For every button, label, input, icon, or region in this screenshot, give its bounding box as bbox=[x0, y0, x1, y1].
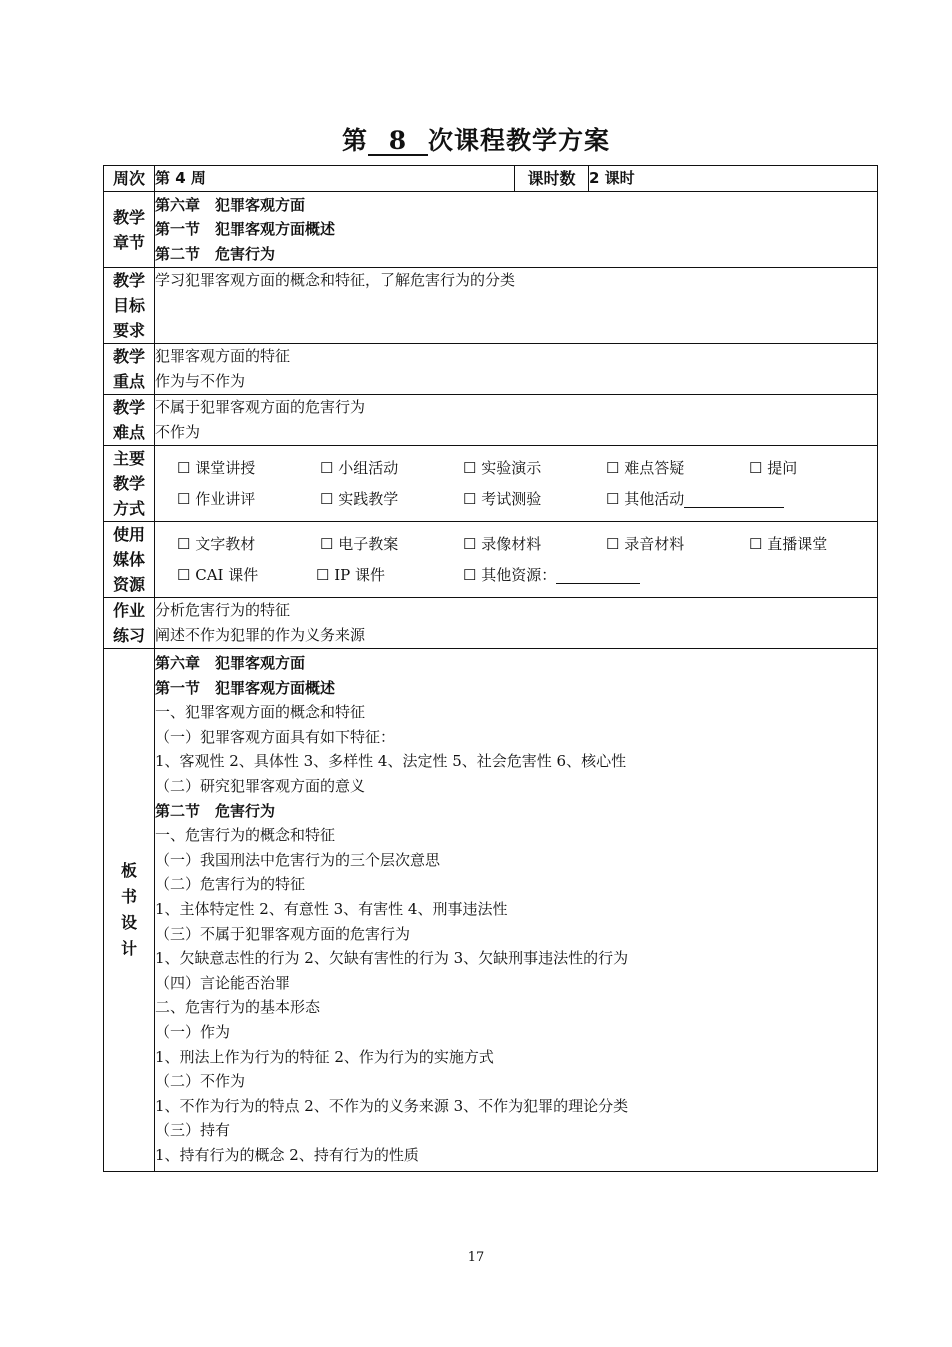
media-live-checkbox[interactable]: ☐ 直播课堂 bbox=[749, 534, 828, 553]
session-number: 8 bbox=[368, 128, 428, 156]
method-experiment-checkbox[interactable]: ☐ 实验演示 bbox=[463, 458, 542, 477]
title-suffix: 次课程教学方案 bbox=[428, 126, 611, 155]
media-label: 使用 媒体 资源 bbox=[104, 522, 155, 598]
media-other-checkbox[interactable]: ☐ 其他资源： bbox=[463, 565, 557, 584]
hours-label: 课时数 bbox=[515, 166, 589, 192]
keypoint-content: 犯罪客观方面的特征 作为与不作为 bbox=[155, 344, 878, 395]
title-prefix: 第 bbox=[341, 126, 368, 155]
media-row bbox=[104, 522, 878, 598]
method-question-checkbox[interactable]: ☐ 提问 bbox=[749, 458, 798, 477]
board-row bbox=[104, 649, 878, 1172]
chapter-row bbox=[104, 192, 878, 268]
goal-label: 教学 目标 要求 bbox=[104, 268, 155, 344]
goal-content: 学习犯罪客观方面的概念和特征，了解危害行为的分类 bbox=[155, 268, 878, 344]
method-lecture-checkbox[interactable]: ☐ 课堂讲授 bbox=[177, 458, 256, 477]
chapter-content: 第六章 犯罪客观方面 第一节 犯罪客观方面概述 第二节 危害行为 bbox=[155, 192, 878, 268]
keypoint-label: 教学 重点 bbox=[104, 344, 155, 395]
media-textbook-checkbox[interactable]: ☐ 文字教材 bbox=[177, 534, 256, 553]
media-content bbox=[155, 522, 878, 598]
board-label: 板 书 设 计 bbox=[104, 649, 155, 1172]
homework-row bbox=[104, 598, 878, 649]
chapter-label: 教学 章节 bbox=[104, 192, 155, 268]
goal-row bbox=[104, 268, 878, 344]
methods-row bbox=[104, 446, 878, 522]
week-row bbox=[104, 166, 878, 192]
media-audio-checkbox[interactable]: ☐ 录音材料 bbox=[606, 534, 685, 553]
methods-content bbox=[155, 446, 878, 522]
difficulty-row bbox=[104, 395, 878, 446]
hours-value: 2 课时 bbox=[589, 166, 878, 192]
difficulty-content: 不属于犯罪客观方面的危害行为 不作为 bbox=[155, 395, 878, 446]
lesson-plan-table bbox=[103, 165, 878, 1172]
difficulty-label: 教学 难点 bbox=[104, 395, 155, 446]
method-group-checkbox[interactable]: ☐ 小组活动 bbox=[320, 458, 399, 477]
method-other-checkbox[interactable]: ☐ 其他活动 bbox=[606, 489, 685, 508]
methods-label: 主要 教学 方式 bbox=[104, 446, 155, 522]
page-title bbox=[0, 124, 952, 158]
homework-label: 作业 练习 bbox=[104, 598, 155, 649]
method-qa-checkbox[interactable]: ☐ 难点答疑 bbox=[606, 458, 685, 477]
media-ip-checkbox[interactable]: ☐ IP 课件 bbox=[316, 565, 386, 584]
page-number: 17 bbox=[467, 1250, 485, 1265]
media-other-blank[interactable] bbox=[556, 567, 640, 584]
board-content: 第六章 犯罪客观方面 第一节 犯罪客观方面概述 一、犯罪客观方面的概念和特征 （一）犯罪客观方面具有如下特征： 1、客观性 2、具体性 3、多样性 4、法定性 5、社会危害性 6、核心性 （二）研究犯罪客观方面的意义 第二节 危害行为 一、危害行为的概念和特征 （一）我国刑法中危害行为的三个层次意思 （二）危害行为的特征 1、主体特定性 2、有意性 3、有害性 4、刑事违法性 （三）不属于犯罪客观方面的危害行为 1、欠缺意志性的行为 2、欠缺有害性的行为 3、欠缺刑事违法性的行为 （四）言论能否治罪 二、危害行为的基本形态 （一）作为 1、刑法上作为行为的特征 2、作为行为的实施方式 （二）不作为 1、不作为行为的特点 2、不作为的义务来源 3、不作为犯罪的理论分类 （三）持有 1、持有行为的概念 2、持有行为的性质 bbox=[155, 649, 878, 1172]
method-exam-checkbox[interactable]: ☐ 考试测验 bbox=[463, 489, 542, 508]
media-e-plan-checkbox[interactable]: ☐ 电子教案 bbox=[320, 534, 399, 553]
method-practice-checkbox[interactable]: ☐ 实践教学 bbox=[320, 489, 399, 508]
method-homework-review-checkbox[interactable]: ☐ 作业讲评 bbox=[177, 489, 256, 508]
keypoint-row bbox=[104, 344, 878, 395]
week-value: 第 4 周 bbox=[155, 166, 515, 192]
homework-content: 分析危害行为的特征 阐述不作为犯罪的作为义务来源 bbox=[155, 598, 878, 649]
media-cai-checkbox[interactable]: ☐ CAI 课件 bbox=[177, 565, 259, 584]
method-other-blank[interactable] bbox=[684, 491, 784, 508]
week-label: 周次 bbox=[104, 166, 155, 192]
media-video-checkbox[interactable]: ☐ 录像材料 bbox=[463, 534, 542, 553]
